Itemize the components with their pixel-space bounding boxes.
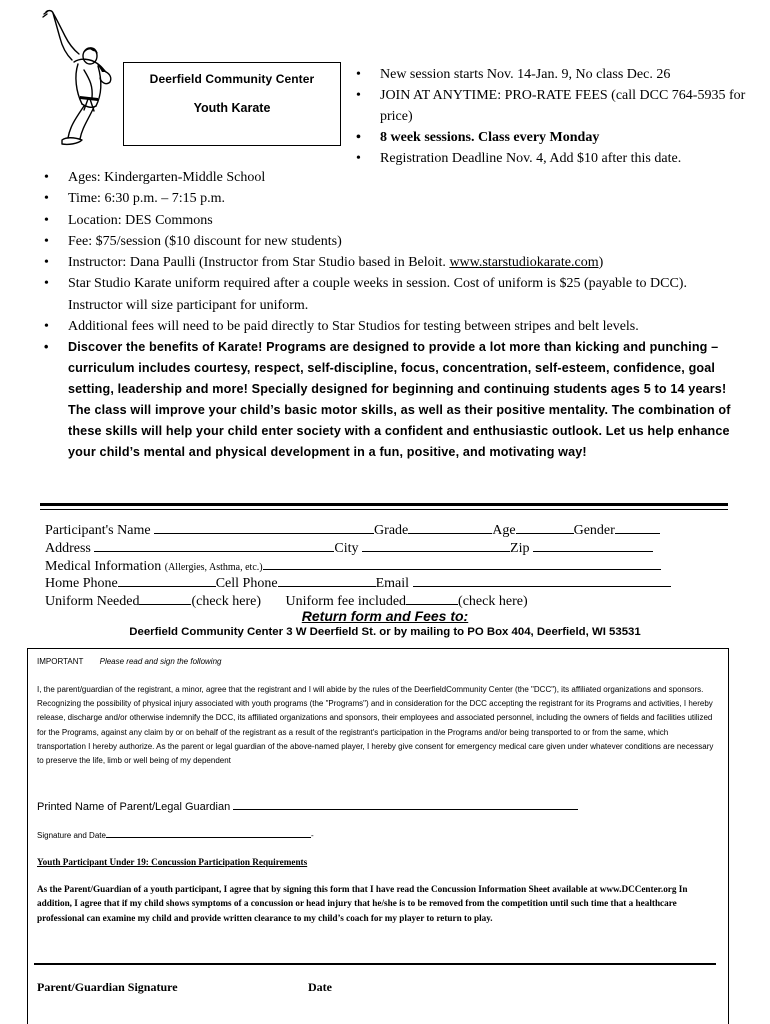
- address-label: Address: [45, 541, 91, 556]
- form-row-phones: [45, 573, 671, 593]
- waiver-header: [37, 657, 221, 666]
- karate-kick-illustration: [38, 6, 120, 151]
- form-row-participant: [45, 520, 660, 540]
- time-item: • Time: 6:30 p.m. – 7:15 p.m.: [44, 188, 734, 209]
- section-divider-thick: [40, 503, 728, 506]
- medical-info-field[interactable]: [263, 556, 661, 570]
- cell-phone-label: Cell Phone: [215, 576, 278, 591]
- gender-label: Gender: [573, 523, 615, 538]
- signature-date-field[interactable]: [106, 830, 311, 838]
- org-name: Deerfield Community Center: [149, 72, 315, 86]
- parent-signature-label: Parent/Guardian Signature: [37, 980, 178, 994]
- star-studio-link[interactable]: www.starstudiokarate.com: [449, 255, 599, 271]
- join-anytime: • JOIN AT ANYTIME: PRO-RATE FEES (call DCC 764-5935 for price): [356, 85, 766, 127]
- instructor-close: ): [598, 255, 604, 271]
- uniform-needed-label: Uniform Needed: [45, 594, 140, 609]
- session-length: • 8 week sessions. Class every Monday: [356, 127, 766, 148]
- city-label: City: [334, 541, 359, 556]
- printed-name-row: [37, 799, 578, 813]
- ages-item: • Ages: Kindergarten-Middle School: [44, 167, 734, 188]
- location-item: • Location: DES Commons: [44, 210, 734, 231]
- uniform-needed-checkbox[interactable]: [139, 591, 191, 605]
- uniform-needed-hint: (check here): [191, 594, 262, 609]
- concussion-text: As the Parent/Guardian of a youth participant, I agree that by signing this form that I have read the Concussion Information Sheet available at www.DCCenter.org In addition, I agree that if my child shows symptoms of a concussion or head injury that he/she is to be removed from the competition until such time that a healthcare professional can examine my child and provide written clearance to my child’s coach for my player to return to play.: [37, 884, 688, 923]
- instructor-item: [44, 252, 734, 273]
- age-label: Age: [492, 523, 516, 538]
- grade-field[interactable]: [408, 520, 492, 534]
- additional-fees-item: • Additional fees will need to be paid directly to Star Studios for testing between stripes and belt levels.: [44, 316, 734, 337]
- signature-date-label: Signature and Date: [37, 831, 106, 840]
- signature-date-tail: -: [310, 831, 314, 840]
- home-phone-label: Home Phone: [45, 576, 118, 591]
- home-phone-field[interactable]: [118, 573, 216, 587]
- medical-info-hint: (Allergies, Asthma, etc.): [164, 562, 263, 573]
- uniform-item: • Star Studio Karate uniform required after a couple weeks in session. Cost of uniform is $25 (payable to DCC). Instructor will size participant for uniform.: [44, 273, 734, 316]
- cell-phone-field[interactable]: [278, 573, 376, 587]
- zip-label: Zip: [510, 541, 530, 556]
- email-field[interactable]: [413, 573, 671, 587]
- gender-field[interactable]: [615, 520, 660, 534]
- printed-name-field[interactable]: [233, 799, 578, 810]
- participant-name-label: Participant's Name: [45, 523, 151, 538]
- uniform-fee-hint: (check here): [458, 594, 528, 609]
- address-field[interactable]: [94, 538, 334, 552]
- age-field[interactable]: [516, 520, 574, 534]
- medical-info-label: Medical Information: [45, 559, 162, 574]
- uniform-fee-label: Uniform fee included: [285, 594, 407, 609]
- uniform-fee-checkbox[interactable]: [406, 591, 458, 605]
- instructor-text: Instructor: Dana Paulli (Instructor from Star Studio based in Beloit.: [68, 255, 450, 271]
- return-form-title: Return form and Fees to:: [301, 608, 469, 624]
- email-label: Email: [375, 576, 409, 591]
- program-title-box: [123, 62, 341, 146]
- city-field[interactable]: [362, 538, 510, 552]
- return-address: Deerfield Community Center 3 W Deerfield St. or by mailing to PO Box 404, Deerfield, WI 53531: [129, 626, 641, 638]
- signature-date-label-bottom: Date: [308, 980, 332, 994]
- benefits-item: • Discover the benefits of Karate! Programs are designed to provide a lot more than kicking and punching – curriculum includes courtesy, respect, self-discipline, focus, concentration, self-esteem, confidence, goal setting, leadership and more! Specially designed for beginning and continuing students ages 5 to 14 years! The class will improve your child’s basic motor skills, as well as their positive mentality. The combination of these skills will help your child enter society with a confident and enthusiastic outlook. Let us help enhance your child’s mental and physical development in a fun, positive, and motivating way!: [44, 337, 734, 463]
- concussion-title: Youth Participant Under 19: Concussion Participation Requirements: [37, 857, 308, 867]
- printed-name-label: Printed Name of Parent/Legal Guardian: [37, 801, 231, 813]
- zip-field[interactable]: [533, 538, 653, 552]
- section-divider-thin: [40, 509, 728, 510]
- session-info-list: [356, 64, 766, 169]
- program-name: Youth Karate: [193, 101, 271, 115]
- read-sign-note: Please read and sign the following: [99, 657, 222, 666]
- session-dates: • New session starts Nov. 14-Jan. 9, No class Dec. 26: [356, 64, 766, 85]
- participant-name-field[interactable]: [154, 520, 374, 534]
- form-row-address: [45, 538, 653, 558]
- important-label: IMPORTANT: [37, 657, 84, 666]
- signature-date-row: [37, 830, 314, 840]
- program-details-list: [44, 167, 734, 463]
- registration-deadline: • Registration Deadline Nov. 4, Add $10 after this date.: [356, 148, 766, 169]
- fee-item: • Fee: $75/session ($10 discount for new students): [44, 231, 734, 252]
- waiver-text: I, the parent/guardian of the registrant, a minor, agree that the registrant and I will abide by the rules of the DeerfieldCommunity Center (the "DCC"), its affiliated organizations and sponsors. Recognizing the possibility of physical injury associated with youth programs (the "Programs") and in consideration for the DCC accepting the registrant for its Programs and activities, I hereby release, discharge and/or otherwise indemnify the DCC, its affiliated organizations and sponsors, their employees and associated personnel, including the owners of fields and facilities utilized for the Programs, against any claim by or on behalf of the registrant as a result of the registrant's participation in the Programs and/or being transported to or from the same, which transportation I hereby authorize. As the parent or legal guardian of the above-named player, I hereby give consent for emergency medical care given under whatever conditions are necessary to preserve the life, limb or well being of my dependent: [37, 685, 714, 766]
- grade-label: Grade: [374, 523, 409, 538]
- parent-signature-line[interactable]: [34, 963, 716, 965]
